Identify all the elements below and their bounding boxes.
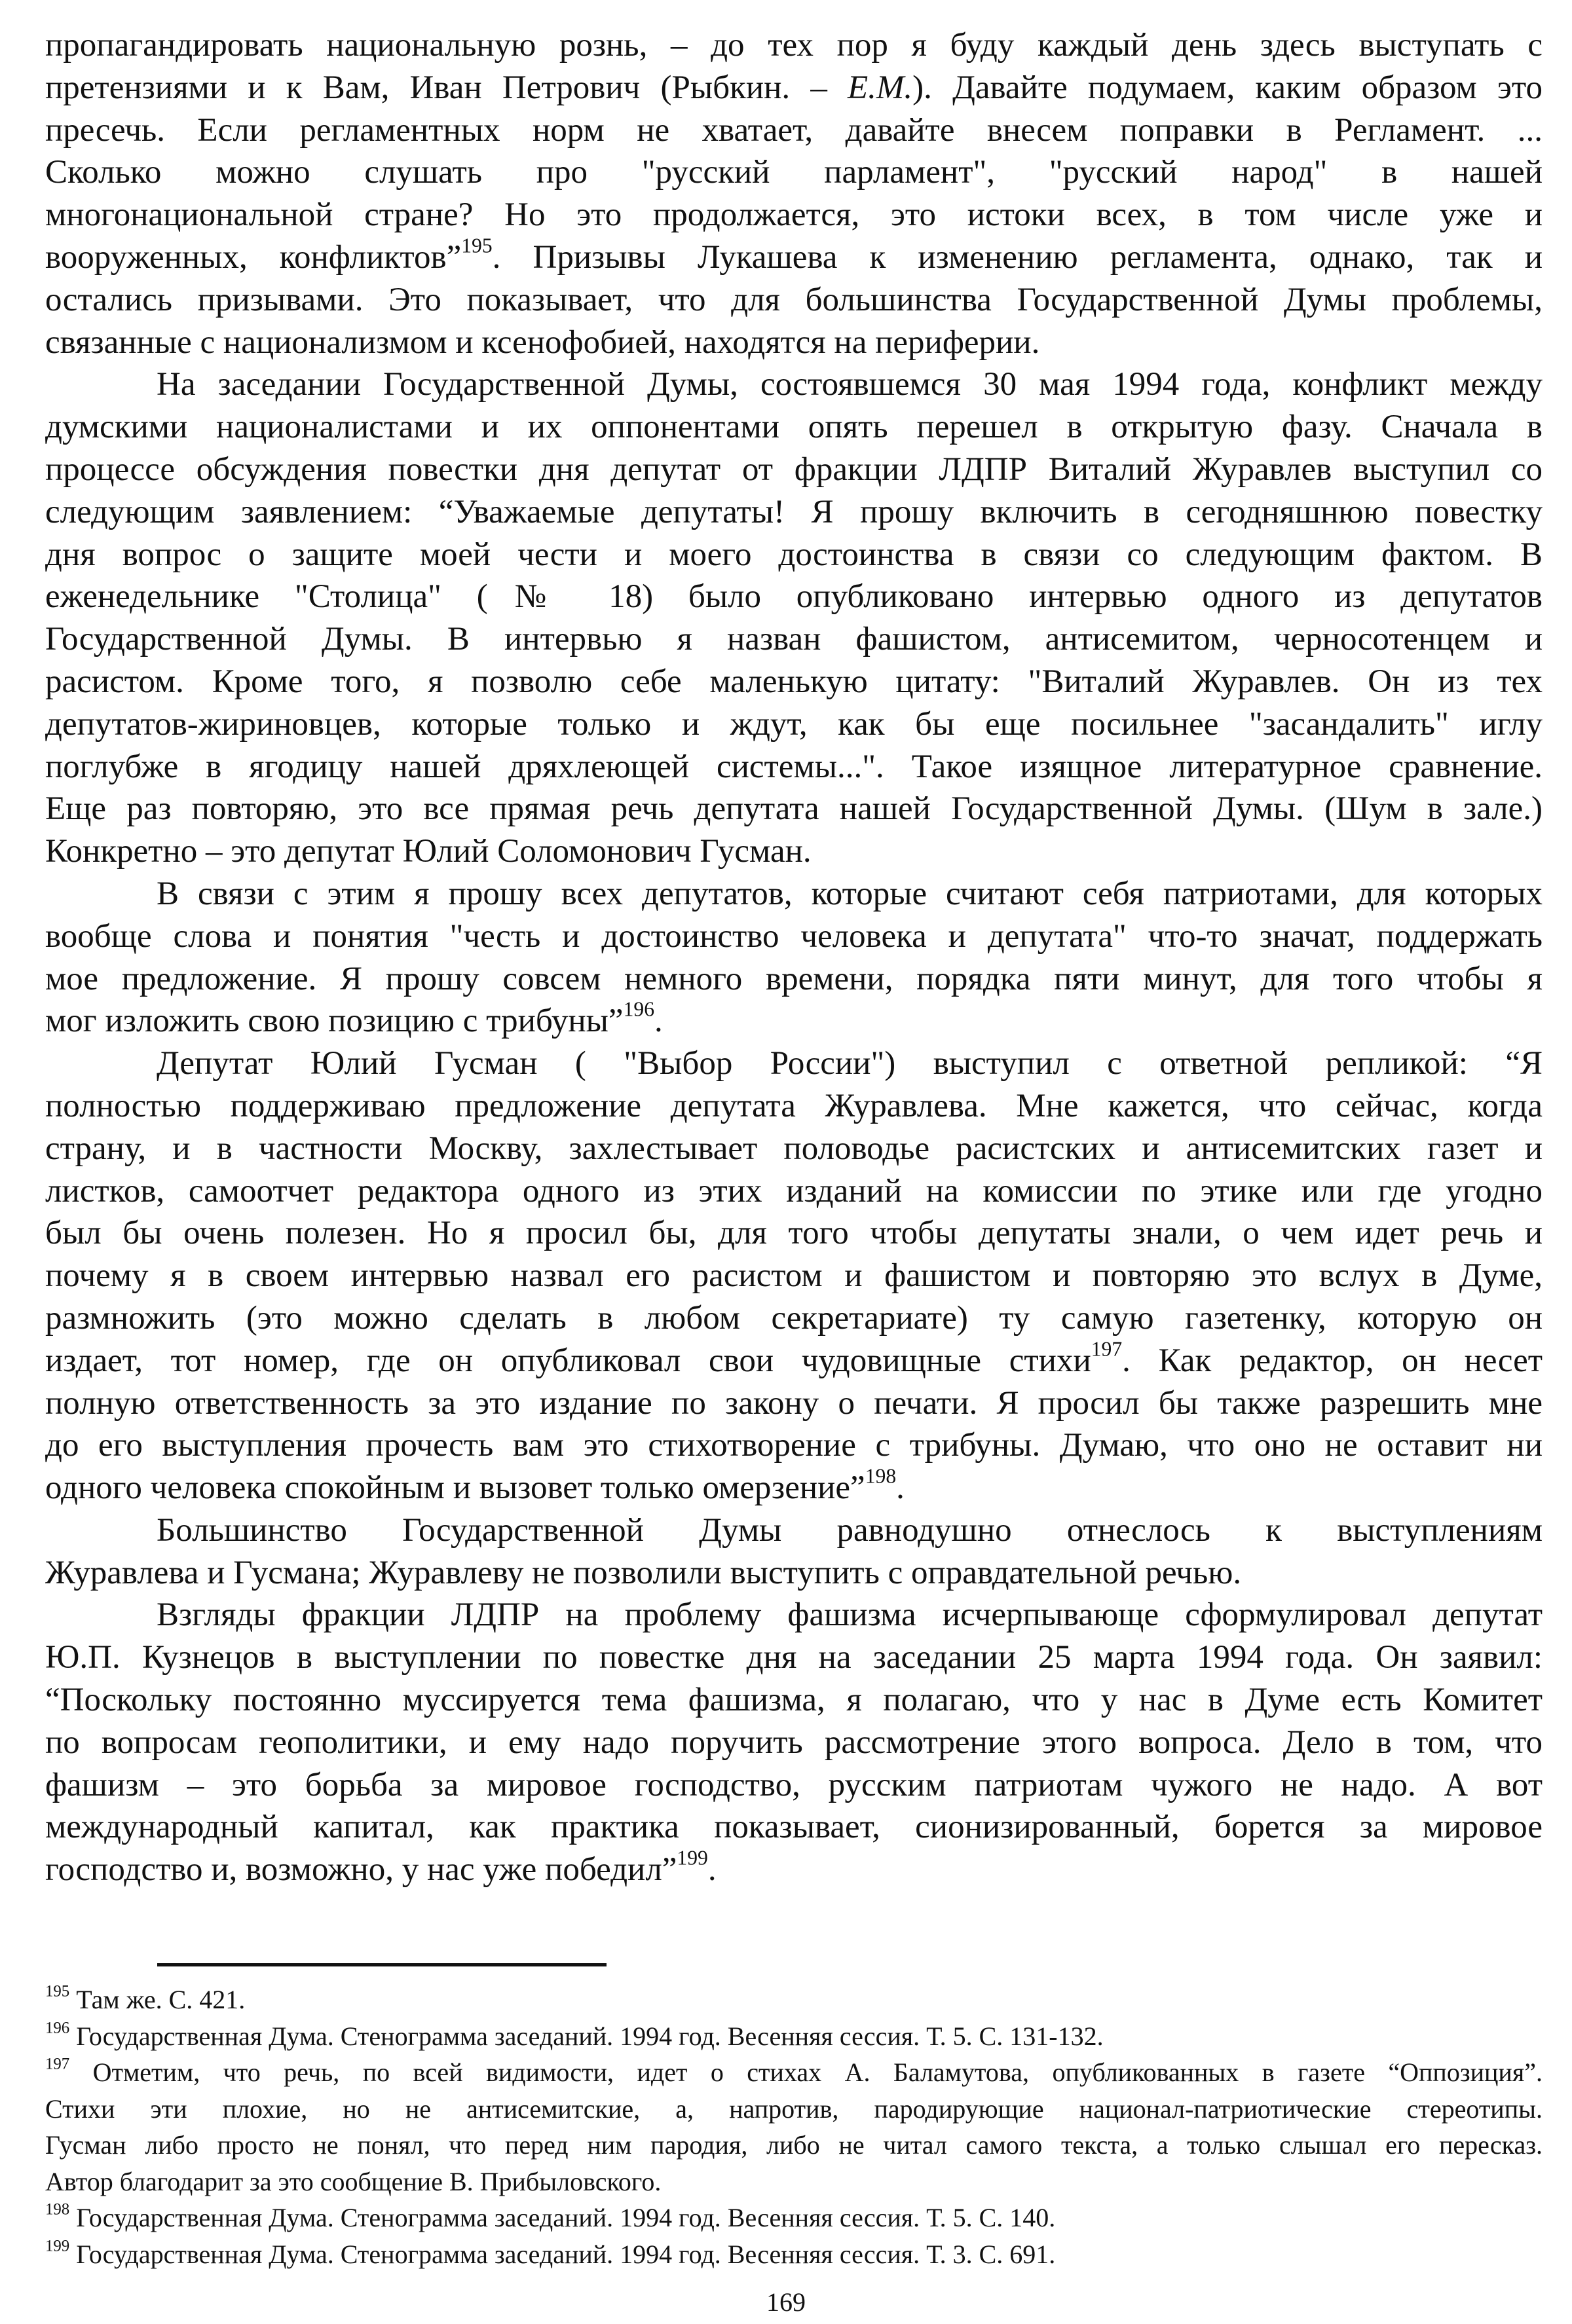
text-run: вооруженных, конфликтов” <box>45 238 462 276</box>
text-line <box>45 703 1543 746</box>
text-run: по вопросам геополитики, и ему надо поручить рассмотрение этого вопроса. Дело в том, что <box>45 1724 1543 1761</box>
footnote-ref: 195 <box>45 1982 70 2001</box>
text-run: листков, самоотчет редактора одного из этих изданий на комиссии по этике или где угодно <box>45 1172 1543 1209</box>
text-line <box>45 1337 1543 1382</box>
text-run: Государственной Думы. В интервью я назван фашистом, антисемитом, черносотенцем и <box>45 621 1543 658</box>
text-line <box>45 1722 1543 1764</box>
page-number: 169 <box>766 2287 806 2317</box>
text-run: . <box>707 1851 717 1889</box>
paragraph <box>45 1509 1543 1595</box>
body-text <box>45 24 1543 1891</box>
text-line <box>45 1297 1543 1340</box>
text-run: господство и, возможно, у нас уже победил” <box>45 1851 677 1889</box>
paragraph <box>45 24 1543 363</box>
text-run: В связи с этим я прошу всех депутатов, которые считают себя патриотами, для которых <box>157 875 1543 912</box>
text-line <box>45 1255 1543 1297</box>
footnote-separator <box>157 1963 607 1966</box>
text-run: . Призывы Лукашева к изменению регламента, однако, так и <box>492 238 1543 276</box>
text-run: “Поскольку постоянно муссируется тема фашизма, я полагаю, что у нас в Думе есть Комитет <box>45 1682 1543 1719</box>
text-line <box>45 915 1543 958</box>
text-line <box>45 873 1543 915</box>
text-run: до его выступления прочесть вам это стихотворение с трибуны. Думаю, что оно не оставит ни <box>45 1427 1543 1464</box>
text-line <box>45 1382 1543 1425</box>
text-run: Там же. С. 421. <box>69 1985 246 2014</box>
text-run: поглубже в ягодицу нашей дряхлеющей системы...". Такое изящное литературное сравнение. <box>45 748 1543 785</box>
text-line <box>45 997 1543 1042</box>
text-line <box>45 67 1543 109</box>
footnote <box>45 1982 1543 2018</box>
text-line <box>45 1636 1543 1679</box>
footnote-line <box>45 2164 1543 2200</box>
footnote <box>45 2200 1543 2236</box>
text-run: Государственная Дума. Стенограмма заседаний. 1994 год. Весенняя сессия. Т. 3. С. 691. <box>69 2239 1056 2269</box>
text-line <box>45 1464 1543 1509</box>
text-run: одного человека спокойным и вызовет только омерзение” <box>45 1469 865 1507</box>
text-line <box>45 1085 1543 1128</box>
text-run: . Как редактор, он несет <box>1122 1342 1543 1379</box>
paragraph <box>45 1042 1543 1509</box>
footnote-line <box>45 2236 1543 2273</box>
text-line <box>45 618 1543 661</box>
text-line <box>45 491 1543 534</box>
footnote-ref: 199 <box>45 2236 70 2255</box>
text-run: размножить (это можно сделать в любом секретариате) ту самую газетенку, которую он <box>45 1299 1543 1337</box>
text-run: . <box>896 1469 905 1507</box>
text-line <box>45 194 1543 236</box>
text-line <box>45 322 1543 364</box>
text-run: Отметим, что речь, по всей видимости, идет о стихах А. Баламутова, опубликованных в газете “Оппозиция”. <box>69 2057 1543 2087</box>
text-run: фашизм – это борьба за мировое господство, русским патриотам чужого не надо. А вот <box>45 1766 1543 1803</box>
text-run: Журавлева и Гусмана; Журавлеву не позволили выступить с оправдательной речью. <box>45 1554 1242 1591</box>
text-run: депутатов-жириновцев, которые только и ждут, как бы еще посильнее "засандалить" иглу <box>45 705 1543 743</box>
text-run: издает, тот номер, где он опубликовал свои чудовищные стихи <box>45 1342 1091 1379</box>
text-run: Еще раз повторяю, это все прямая речь депутата нашей Государственной Думы. (Шум в зале.) <box>45 790 1543 828</box>
footnote <box>45 2236 1543 2273</box>
text-run: Сколько можно слушать про "русский парламент", "русский народ" в нашей <box>45 154 1543 191</box>
text-line <box>45 1594 1543 1636</box>
text-run: Ю.П. Кузнецов в выступлении по повестке дня на заседании 25 марта 1994 года. Он заявил: <box>45 1639 1543 1676</box>
text-line <box>45 1170 1543 1213</box>
text-run: вообще слова и понятия "честь и достоинство человека и депутата" что-то значат, поддержать <box>45 917 1543 955</box>
text-line <box>45 830 1543 873</box>
text-line <box>45 1679 1543 1722</box>
text-run: международный капитал, как практика показывает, сионизированный, борется за мировое <box>45 1809 1543 1846</box>
footnote-ref: 197 <box>1091 1337 1123 1360</box>
text-run: Стихи эти плохие, но не антисемитские, а, напротив, пародирующие национал-патриотические стереотипы. <box>45 2093 1543 2124</box>
paragraph <box>45 1594 1543 1891</box>
text-run: мог изложить свою позицию с трибуны” <box>45 1003 624 1040</box>
text-run: Депутат Юлий Гусман ( "Выбор России") выступил с ответной репликой: “Я <box>157 1045 1543 1082</box>
text-run: следующим заявлением: “Уважаемые депутаты! Я прошу включить в сегодняшнюю повестку <box>45 493 1543 530</box>
paragraph <box>45 873 1543 1042</box>
footnote-ref: 196 <box>623 997 654 1021</box>
text-line <box>45 151 1543 194</box>
text-run: Большинство Государственной Думы равнодушно отнеслось к выступлениям <box>157 1511 1543 1549</box>
footnote-ref: 199 <box>677 1846 708 1870</box>
footnote-ref: 196 <box>45 2018 70 2037</box>
text-run: связанные с национализмом и ксенофобией, находятся на периферии. <box>45 323 1040 361</box>
text-run: страну, и в частности Москву, захлестывает половодье расистских и антисемитских газет и <box>45 1130 1543 1167</box>
footnote-line <box>45 2054 1543 2091</box>
text-run: еженедельнике "Столица" (№ 18) было опубликовано интервью одного из депутатов <box>45 578 1543 616</box>
text-run: полную ответственность за это издание по закону о печати. Я просил бы также разрешить мне <box>45 1384 1543 1422</box>
text-run: претензиями и к Вам, Иван Петрович (Рыбкин. – <box>45 69 848 106</box>
text-line <box>45 1764 1543 1807</box>
text-run: остались призывами. Это показывает, что для большинства Государственной Думы проблемы, <box>45 281 1543 318</box>
text-line <box>45 1552 1543 1595</box>
text-run: Автор благодарит за это сообщение В. Прибыловского. <box>45 2166 662 2196</box>
text-line <box>45 109 1543 152</box>
text-run: . <box>654 1003 663 1040</box>
text-line <box>45 576 1543 618</box>
paragraph <box>45 363 1543 873</box>
text-line <box>45 1212 1543 1255</box>
text-run: Конкретно – это депутат Юлий Соломонович Гусман. <box>45 833 812 870</box>
text-line <box>45 279 1543 322</box>
text-run: был бы очень полезен. Но я просил бы, для того чтобы депутаты знали, о чем идет речь и <box>45 1215 1543 1252</box>
italic-run: Е.М. <box>848 69 913 106</box>
footnote <box>45 2054 1543 2200</box>
text-run: пропагандировать национальную рознь, – до тех пор я буду каждый день здесь выступать с <box>45 27 1543 64</box>
text-line <box>45 746 1543 788</box>
text-line <box>45 788 1543 830</box>
text-run: ). Давайте подумаем, каким образом это <box>912 69 1543 106</box>
text-line <box>45 534 1543 576</box>
text-run: процессе обсуждения повестки дня депутат от фракции ЛДПР Виталий Журавлев выступил со <box>45 451 1543 488</box>
footnote <box>45 2018 1543 2055</box>
text-run: расистом. Кроме того, я позволю себе маленькую цитату: "Виталий Журавлев. Он из тех <box>45 663 1543 700</box>
text-run: Государственная Дума. Стенограмма заседаний. 1994 год. Весенняя сессия. Т. 5. С. 131-132. <box>69 2021 1104 2051</box>
text-line <box>45 1424 1543 1467</box>
footnote-line <box>45 1982 1543 2018</box>
footnote-line <box>45 2091 1543 2128</box>
text-run: пресечь. Если регламентных норм не хватает, давайте внесем поправки в Регламент. ... <box>45 111 1543 149</box>
text-line <box>45 1128 1543 1170</box>
text-run: Взгляды фракции ЛДПР на проблему фашизма исчерпывающе сформулировал депутат <box>157 1596 1543 1634</box>
text-line <box>45 1509 1543 1552</box>
text-line <box>45 1806 1543 1849</box>
text-run: многонациональной стране? Но это продолжается, это истоки всех, в том числе уже и <box>45 196 1543 234</box>
text-line <box>45 1846 1543 1891</box>
text-line <box>45 1042 1543 1085</box>
text-run: На заседании Государственной Думы, состоявшемся 30 мая 1994 года, конфликт между <box>157 366 1543 403</box>
footnote-ref: 195 <box>461 234 493 257</box>
text-run: дня вопрос о защите моей чести и моего достоинства в связи со следующим фактом. В <box>45 536 1543 573</box>
text-line <box>45 958 1543 1001</box>
text-run: Гусман либо просто не понял, что перед ним пародия, либо не читал самого текста, а только слышал его пересказ. <box>45 2130 1543 2160</box>
footnote-line <box>45 2200 1543 2236</box>
text-line <box>45 24 1543 67</box>
text-run: Государственная Дума. Стенограмма заседаний. 1994 год. Весенняя сессия. Т. 5. С. 140. <box>69 2203 1056 2232</box>
text-line <box>45 236 1543 279</box>
text-run: мое предложение. Я прошу совсем немного времени, порядка пяти минут, для того чтобы я <box>45 960 1543 997</box>
footnote-ref: 197 <box>45 2055 70 2073</box>
footnote-ref: 198 <box>45 2200 70 2219</box>
footnote-line <box>45 2127 1543 2164</box>
text-line <box>45 363 1543 406</box>
text-run: почему я в своем интервью назвал его расистом и фашистом и повторяю это вслух в Думе, <box>45 1257 1543 1295</box>
text-run: думскими националистами и их оппонентами опять перешел в открытую фазу. Сначала в <box>45 409 1543 446</box>
text-line <box>45 661 1543 703</box>
footnotes <box>45 1982 1543 2272</box>
text-line <box>45 406 1543 449</box>
footnote-line <box>45 2018 1543 2055</box>
text-line <box>45 449 1543 491</box>
text-run: полностью поддерживаю предложение депутата Журавлева. Мне кажется, что сейчас, когда <box>45 1087 1543 1124</box>
footnote-ref: 198 <box>865 1464 897 1488</box>
